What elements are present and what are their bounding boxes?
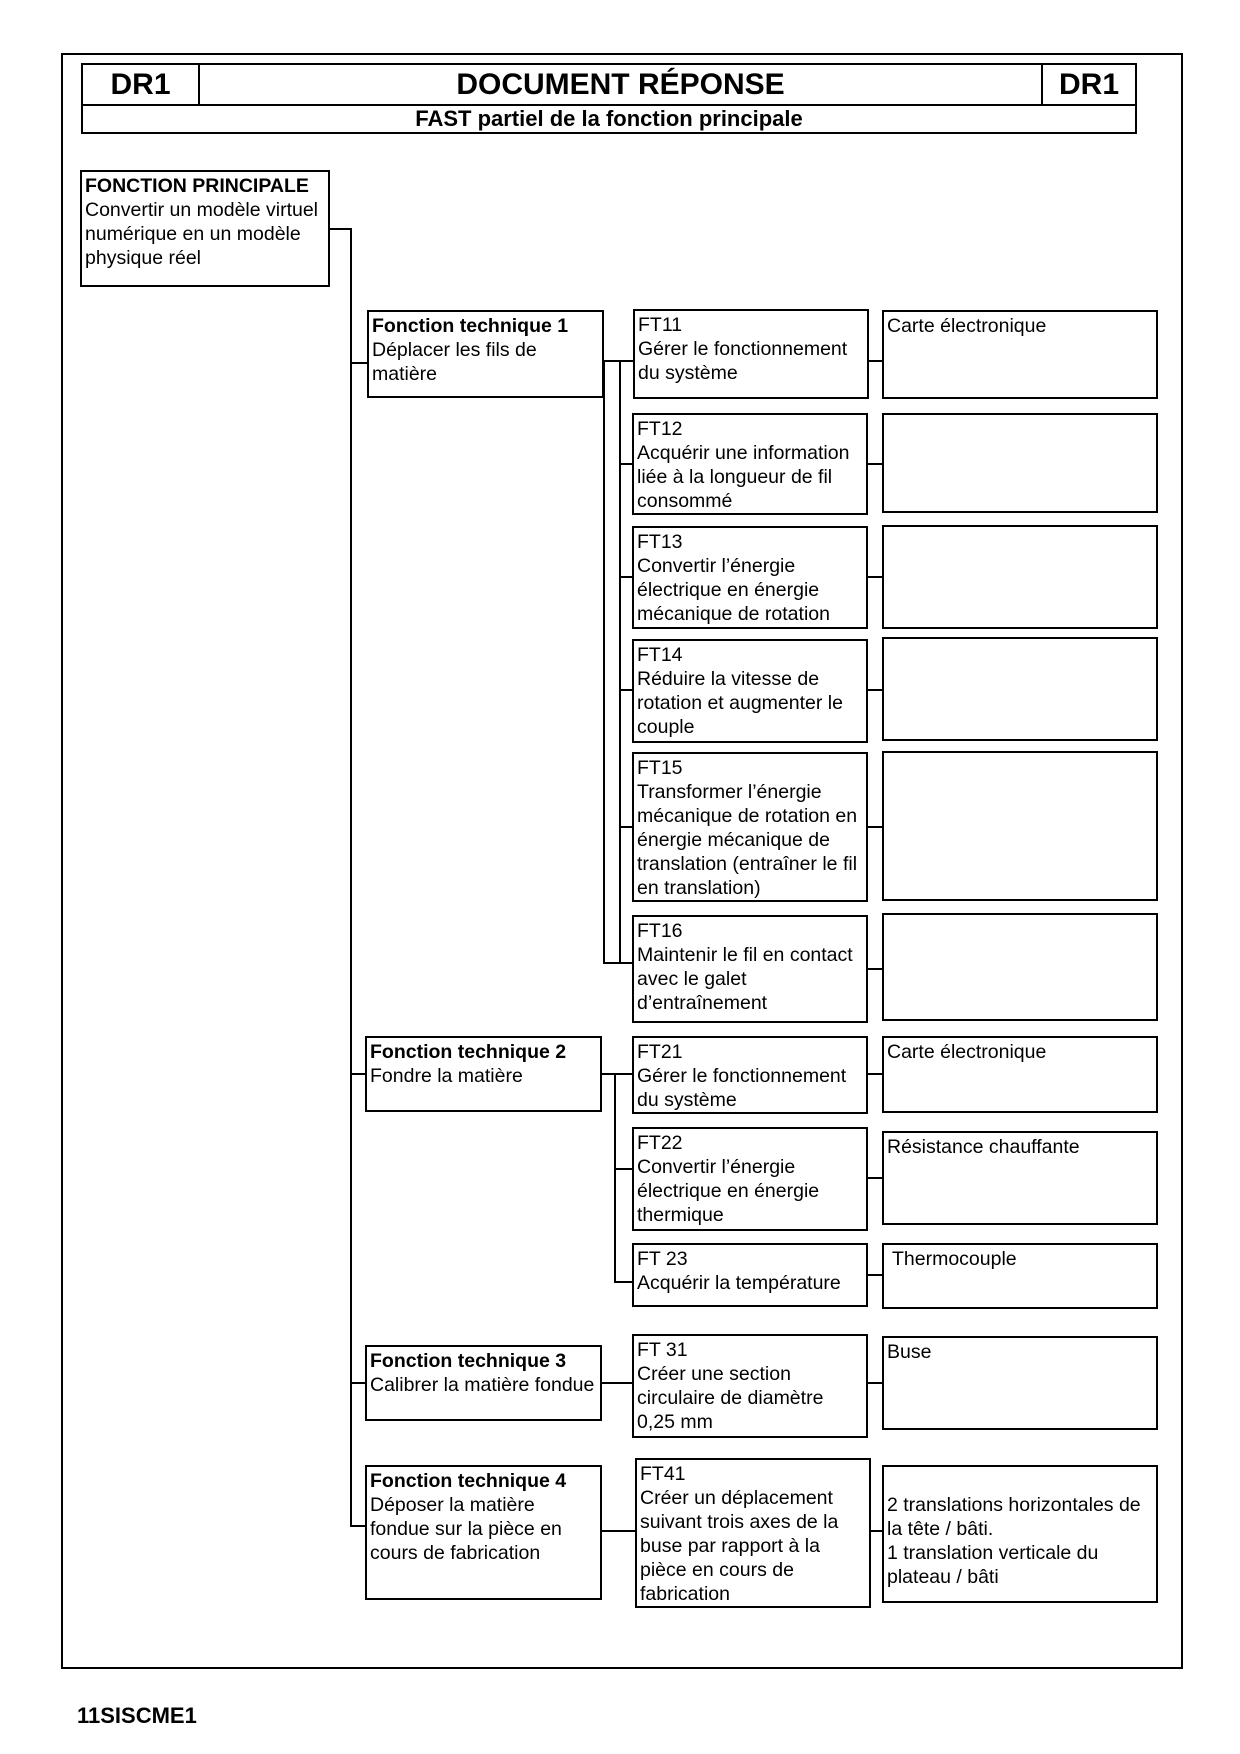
sub-function-text: Gérer le fonctionnement du système: [638, 338, 848, 384]
technical-function-4: [365, 1465, 602, 1600]
connector-line: [619, 576, 632, 578]
sub-function-text: Acquérir la température: [637, 1272, 841, 1294]
sub-function-code: FT14: [637, 644, 683, 666]
sub-function-text: Acquérir une information liée à la longueur de fil consommé: [637, 442, 850, 512]
connector-line: [350, 1525, 365, 1527]
header-code-left: [81, 63, 200, 106]
sub-function-text: Créer une section circulaire de diamètre 0,25 mm: [637, 1363, 824, 1433]
technical-function-1-heading: Fonction technique 1: [372, 315, 569, 337]
solution-ft41: [882, 1465, 1158, 1603]
principal-function-box: [80, 170, 330, 287]
connector-line: [619, 826, 632, 828]
sub-function-ft15: [632, 752, 868, 902]
sub-function-ft12: [632, 413, 868, 515]
solution-ft22: [882, 1131, 1158, 1225]
connector-line: [614, 1168, 632, 1170]
solution-ft16: [882, 913, 1158, 1021]
connector-line: [602, 1382, 632, 1384]
header-title: [198, 63, 1043, 106]
sub-function-ft23: [632, 1243, 868, 1307]
solution-ft14: [882, 637, 1158, 741]
technical-function-1: [367, 310, 604, 398]
connector-line: [619, 689, 632, 691]
connector-line: [868, 1177, 882, 1179]
sub-function-text: Convertir l’énergie électrique en énergie mécanique de rotation: [637, 555, 830, 625]
header-subtitle-text: FAST partiel de la fonction principale: [415, 106, 803, 131]
sub-function-code: FT 23: [637, 1248, 688, 1270]
technical-function-2-heading: Fonction technique 2: [370, 1041, 567, 1063]
sub-function-code: FT22: [637, 1132, 683, 1154]
solution-text: 2 translations horizontales de la tête / bâti. 1 translation verticale du plateau / bâti: [887, 1494, 1141, 1588]
technical-function-3: [365, 1345, 602, 1421]
sub-function-text: Convertir l’énergie électrique en énergie thermique: [637, 1156, 820, 1226]
header-code-right-text: DR1: [1058, 67, 1119, 101]
sub-function-text: Gérer le fonctionnement du système: [637, 1065, 847, 1111]
connector-line: [602, 1530, 635, 1532]
header-subtitle: [81, 104, 1137, 134]
document-code: 11SISCME1: [77, 1703, 197, 1728]
connector-line: [350, 362, 367, 364]
connector-line: [868, 826, 882, 828]
sub-function-code: FT41: [640, 1463, 686, 1485]
technical-function-2-text: Fondre la matière: [370, 1065, 523, 1087]
sub-function-ft14: [632, 639, 868, 743]
connector-line: [350, 1073, 365, 1075]
connector-line: [619, 360, 621, 964]
solution-text: Thermocouple: [892, 1248, 1017, 1270]
sub-function-code: FT15: [637, 757, 683, 779]
connector-line: [868, 1382, 882, 1384]
technical-function-4-text: Déposer la matière fondue sur la pièce en cours de fabrication: [370, 1494, 562, 1564]
sub-function-code: FT21: [637, 1041, 683, 1063]
sub-function-text: Réduire la vitesse de rotation et augmenter le couple: [637, 668, 843, 738]
solution-ft11: [882, 310, 1158, 399]
sub-function-code: FT16: [637, 920, 683, 942]
sub-function-text: Transformer l’énergie mécanique de rotation en énergie mécanique de translation (entraîner le fil en translation): [637, 781, 858, 899]
connector-line: [868, 1274, 882, 1276]
solution-ft21: [882, 1036, 1158, 1113]
connector-line: [603, 360, 605, 964]
connector-line: [350, 228, 352, 1526]
connector-line: [868, 689, 882, 691]
sub-function-code: FT11: [638, 314, 683, 336]
solution-ft23: [882, 1243, 1158, 1309]
solution-text: Buse: [887, 1341, 932, 1363]
connector-line: [619, 360, 633, 362]
solution-text: Carte électronique: [887, 315, 1047, 337]
connector-line: [868, 968, 882, 970]
sub-function-code: FT13: [637, 531, 683, 553]
header-code-right: [1041, 63, 1137, 106]
connector-line: [868, 1073, 882, 1075]
sub-function-ft16: [632, 915, 868, 1023]
sub-function-ft41: [635, 1458, 871, 1608]
sub-function-ft31: [632, 1334, 868, 1438]
connector-line: [868, 576, 882, 578]
connector-line: [614, 1281, 632, 1283]
sub-function-ft11: [633, 309, 869, 399]
solution-text: Carte électronique: [887, 1041, 1047, 1063]
connector-line: [619, 463, 632, 465]
sub-function-text: Maintenir le fil en contact avec le galet d’entraînement: [637, 944, 853, 1014]
sub-function-ft21: [632, 1036, 868, 1114]
technical-function-3-heading: Fonction technique 3: [370, 1350, 567, 1372]
connector-line: [330, 228, 352, 230]
connector-line: [350, 1382, 365, 1384]
solution-ft13: [882, 525, 1158, 629]
connector-line: [602, 1073, 632, 1075]
sub-function-code: FT 31: [637, 1339, 688, 1361]
sub-function-ft22: [632, 1127, 868, 1231]
technical-function-2: [365, 1036, 602, 1112]
solution-ft12: [882, 413, 1158, 513]
principal-function-text: Convertir un modèle virtuel numérique en un modèle physique réel: [85, 199, 319, 269]
header-code-left-text: DR1: [110, 67, 171, 101]
connector-line: [868, 463, 882, 465]
connector-line: [869, 360, 882, 362]
connector-line: [603, 962, 632, 964]
technical-function-4-heading: Fonction technique 4: [370, 1470, 567, 1492]
header-title-text: DOCUMENT RÉPONSE: [456, 67, 785, 101]
sub-function-ft13: [632, 526, 868, 629]
connector-line: [871, 1530, 882, 1532]
solution-text: Résistance chauffante: [887, 1136, 1080, 1158]
sub-function-text: Créer un déplacement suivant trois axes de la buse par rapport à la pièce en cours de fabrication: [640, 1487, 839, 1605]
solution-ft31: [882, 1336, 1158, 1430]
sub-function-code: FT12: [637, 418, 683, 440]
solution-ft15: [882, 751, 1158, 901]
technical-function-3-text: Calibrer la matière fondue: [370, 1374, 595, 1396]
technical-function-1-text: Déplacer les fils de matière: [372, 339, 537, 385]
principal-function-heading: FONCTION PRINCIPALE: [85, 175, 309, 197]
connector-line: [614, 1073, 616, 1283]
